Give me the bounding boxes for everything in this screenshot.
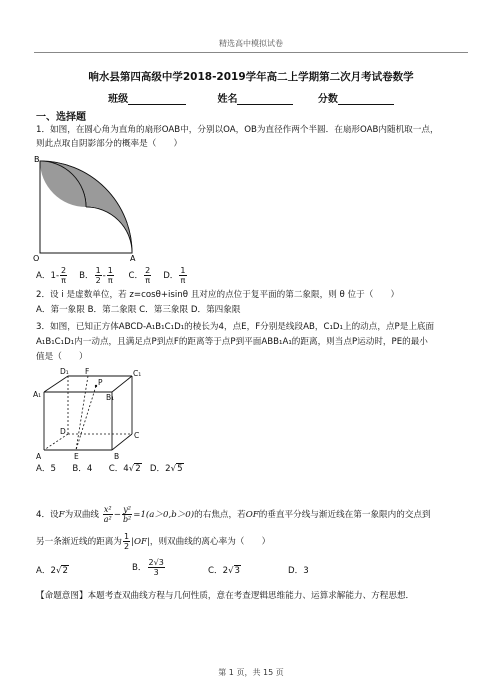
q2-text-line1: 2．设 i 是虚数单位，若 z=cosθ+isinθ 且对应的点位于复平面的第二象限，则 θ 位于（ ）: [36, 290, 400, 300]
q3-cube-figure: [30, 364, 150, 460]
q1-option-a[interactable]: A．1- $\frac{2}{\pi}$: [36, 266, 67, 285]
class-label: 班级: [108, 94, 129, 105]
q1-text-line2: 则此点取自阴影部分的概率是（ ）: [36, 139, 183, 149]
q3-text-line3: 值是（ ）: [36, 352, 88, 362]
q4-text-line2: 另一条渐近线的距离为 $\frac{1}{2}$ |OF|，则双曲线的离心率为（ ）: [36, 532, 271, 551]
q4-option-d[interactable]: D．3: [288, 566, 309, 576]
q3-option-c[interactable]: C．4√2: [108, 464, 141, 474]
q3-label-p: P: [98, 378, 103, 387]
page-footer: 第 1 页，共 15 页: [218, 668, 284, 677]
q4-option-a[interactable]: A．2√2: [36, 566, 68, 576]
q3-label-d1: D₁: [60, 367, 69, 376]
header-divider: [34, 52, 468, 53]
q3-text-line2: A₁B₁C₁D₁内一动点，且满足点P到点F的距离等于点P到平面ABB₁A₁的距离，则当点P运动时，PE的最小: [36, 337, 428, 347]
q1-text-line1: 1．如图，在圆心角为直角的扇形OAB中，分别以OA，OB为直径作两个半圆．在扇形OAB内随机取一点，: [36, 125, 439, 135]
q1-option-b[interactable]: B． $\frac{1}{2}$ - $\frac{1}{\pi}$: [79, 266, 113, 285]
q3-option-b[interactable]: B．4: [72, 464, 93, 474]
q1-label-a: A: [130, 254, 136, 262]
name-label: 姓名: [217, 94, 238, 105]
q1-options: [36, 266, 188, 285]
exam-subtitle: [0, 90, 502, 105]
q4-option-b[interactable]: B． $\frac{2√3}{3}$: [132, 558, 164, 577]
q3-label-a: A: [36, 452, 42, 460]
score-blank[interactable]: [338, 94, 394, 105]
q3-text-line1: 3．如图，已知正方体ABCD-A₁B₁C₁D₁的棱长为4，点E，F分别是线段AB，C₁D₁上的动点，点P是上底面: [36, 322, 435, 332]
section-choice: 一、选择题: [36, 112, 86, 123]
q3-label-f: F: [85, 367, 90, 376]
q4-text-line1: 4．设F为双曲线 $\frac{\text{x²}}{\text{a²}}$ − $\frac{\text{y²}}{\text{b²}}$ =1(a＞0,b＞0)的右焦点，若OF的垂直平分线与渐近线在第一象限内的交点到: [36, 505, 431, 524]
q3-option-d[interactable]: D．2√5: [149, 464, 183, 474]
q3-label-c1: C₁: [133, 369, 142, 378]
q1-label-b: B: [34, 155, 40, 164]
q3-options: [36, 462, 184, 474]
q3-option-a[interactable]: A．5: [36, 464, 56, 474]
q3-label-b1: B₁: [106, 393, 115, 402]
name-blank[interactable]: [237, 94, 293, 105]
score-label: 分数: [317, 94, 338, 105]
q3-label-a1: A₁: [33, 390, 42, 399]
exam-title: 响水县第四高级中学2018-2019学年高二上学期第二次月考试卷数学: [88, 71, 414, 83]
page-header: 精选高中模拟试卷: [219, 39, 283, 48]
q3-label-b: B: [114, 452, 120, 460]
q3-label-e: E: [74, 452, 79, 460]
q2-options[interactable]: A．第一象限 B．第二象限 C．第三象限 D．第四象限: [36, 305, 241, 315]
q4-intent: 【命题意图】本题考查双曲线方程与几何性质，意在考查逻辑思维能力、运算求解能力、方程思想．: [36, 591, 415, 601]
q1-sector-figure: [30, 150, 154, 262]
q1-option-d[interactable]: D． $\frac{1}{\pi}$: [163, 266, 186, 285]
q1-label-o: O: [33, 254, 40, 262]
q1-option-c[interactable]: C． $\frac{2}{\pi}$: [128, 266, 151, 285]
q4-option-c[interactable]: C．2√3: [208, 566, 241, 576]
q3-label-d: D: [60, 427, 66, 436]
q3-label-c: C: [134, 431, 140, 440]
class-blank[interactable]: [128, 94, 186, 105]
